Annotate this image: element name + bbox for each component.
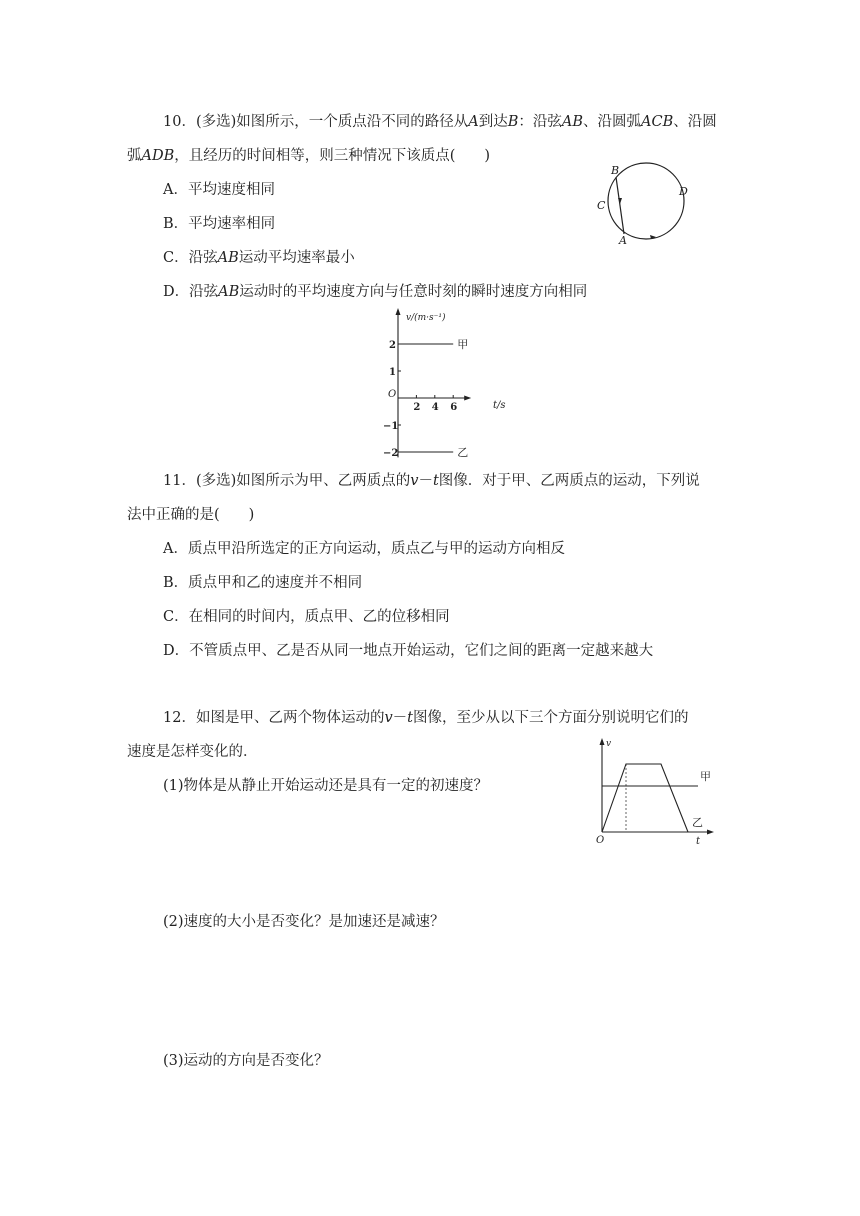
q11-option-b: B．质点甲和乙的速度并不相同 (163, 575, 363, 591)
q12-sub-question-2: (2)速度的大小是否变化？是加速还是减速？ (163, 914, 445, 930)
chart1-xlabel: t/s (493, 400, 506, 411)
chart2-xlabel: t (696, 836, 701, 847)
q12-sub-question-3: (3)运动的方向是否变化？ (163, 1053, 329, 1069)
chart2-ylabel: v (606, 739, 612, 749)
q10-option-a: A．平均速度相同 (163, 182, 275, 198)
chart1-series-label-1: 乙 (457, 446, 469, 459)
q10-chord-arrow (618, 198, 622, 204)
chart1-ylabel: v/(m·s⁻¹) (406, 313, 446, 323)
chart1-y-tick-label: 1 (389, 367, 396, 378)
q10-label-b: B (611, 164, 620, 177)
chart2-x-arrow (707, 830, 714, 835)
chart1-x-arrow (464, 396, 471, 401)
q10-label-c: C (597, 199, 606, 212)
chart2-label-yi: 乙 (692, 816, 703, 829)
q12-stem-line2: 速度是怎样变化的． (127, 744, 258, 760)
q10-label-d: D (679, 185, 688, 198)
chart1-series-label-0: 甲 (457, 338, 469, 351)
chart2-y-arrow (600, 738, 605, 745)
q10-circle-figure (590, 160, 700, 250)
chart1-x-tick-label: 6 (450, 402, 458, 413)
chart1-y-tick-label: 2 (389, 340, 396, 351)
q10-label-a: A (619, 234, 627, 247)
q10-option-c: C．沿弦AB运动平均速率最小 (163, 250, 355, 266)
q12-sub-question-1: (1)物体是从静止开始运动还是具有一定的初速度？ (163, 778, 489, 794)
q11-option-a: A．质点甲沿所选定的正方向运动，质点乙与甲的运动方向相反 (163, 541, 565, 557)
chart1-x-tick-label: 4 (431, 402, 439, 413)
q11-option-c: C．在相同的时间内，质点甲、乙的位移相同 (163, 609, 450, 625)
chart1-y-tick-label: O (388, 389, 397, 400)
q11-vt-chart (370, 306, 510, 459)
q10-stem-line1: 10．(多选)如图所示，一个质点沿不同的路径从A到达B：沿弦AB、沿圆弧ACB、沿圆 (163, 114, 717, 130)
chart1-y-arrow (396, 308, 401, 315)
chart2-series-yi (602, 764, 688, 832)
q11-stem-line1: 11．(多选)如图所示为甲、乙两质点的v－t图像．对于甲、乙两质点的运动，下列说 (163, 473, 700, 489)
q11-option-d: D．不管质点甲、乙是否从同一地点开始运动，它们之间的距离一定越来越大 (163, 643, 654, 659)
q10-option-b: B．平均速率相同 (163, 216, 276, 232)
chart2-label-jia: 甲 (700, 770, 711, 783)
q12-stem-line1: 12．如图是甲、乙两个物体运动的v－t图像，至少从以下三个方面分别说明它们的 (163, 710, 689, 726)
q10-option-d: D．沿弦AB运动时的平均速度方向与任意时刻的瞬时速度方向相同 (163, 284, 588, 300)
chart1-y-tick-label: −1 (383, 421, 399, 432)
chart1-y-tick-label: −2 (383, 448, 399, 459)
q10-stem-line2: 弧ADB，且经历的时间相等，则三种情况下该质点( ) (127, 148, 491, 164)
chart1-x-tick-label: 2 (413, 402, 421, 413)
chart2-origin: O (596, 835, 605, 846)
q11-stem-line2: 法中正确的是( ) (127, 507, 255, 523)
q12-vt-chart (592, 736, 718, 848)
